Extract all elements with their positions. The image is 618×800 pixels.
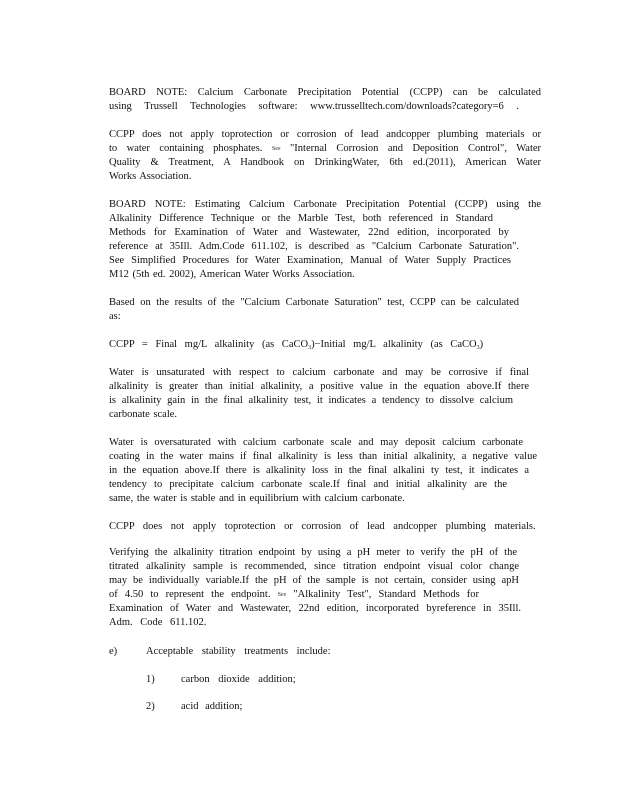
see-marker: See: [271, 146, 281, 152]
paragraph-oversaturated: [109, 436, 541, 506]
equation-mid: )−Initial mg/L alkalinity (as CaCO: [311, 339, 477, 350]
text-line: same, the water is stable and in equilibrium with calcium carbonate.: [109, 493, 405, 504]
paragraph-unsaturated: [109, 366, 541, 422]
text-line: See Simplified Procedures for Water Examination, Manual of Water Supply Practices: [109, 255, 511, 266]
text-line: Examination of Water and Wastewater, 22nd edition, incorporated byreference in 35Ill.: [109, 603, 521, 614]
text-line: Works Association.: [109, 171, 192, 182]
text-line: BOARD NOTE: Calcium Carbonate Precipitation Potential (CCPP) can be calculated: [109, 87, 541, 98]
text-line: Alkalinity Difference Technique or the Marble Test, both referenced in Standard: [109, 213, 493, 224]
paragraph-verifying-endpoint: [109, 546, 541, 630]
see-marker: See: [277, 592, 287, 598]
text-line: carbonate scale.: [109, 409, 178, 420]
section-marker: e): [109, 646, 118, 657]
text-line: in the equation above.If there is alkalinity loss in the final alkalini ty test, it indicates a: [109, 465, 529, 476]
text-line: [109, 142, 541, 156]
equation-end: ): [479, 339, 484, 350]
list-item: acid addition;: [181, 701, 243, 712]
text-fragment: "Internal Corrosion and Deposition Control", Water: [290, 143, 542, 154]
text-line: Methods for Examination of Water and Wastewater, 22nd edition, incorporated by: [109, 227, 509, 238]
text-line: alkalinity is greater than initial alkalinity, a positive value in the equation above.If there: [109, 381, 529, 392]
section-heading: Acceptable stability treatments include:: [146, 646, 331, 657]
board-note-ccpp-software: [109, 86, 541, 114]
list-item-marker: 2): [146, 701, 155, 712]
board-note-alkalinity-difference: [109, 198, 541, 282]
paragraph-ccpp-not-apply: [109, 520, 541, 534]
text-line: is alkalinity gain in the final alkalinity test, it indicates a tendency to dissolve calcium: [109, 395, 513, 406]
text-line: Based on the results of the "Calcium Carbonate Saturation" test, CCPP can be calculated: [109, 297, 519, 308]
text-fragment: to water containing phosphates.: [109, 143, 263, 154]
text-line: Verifying the alkalinity titration endpoint by using a pH meter to verify the pH of the: [109, 547, 517, 558]
text-line: may be individually variable.If the pH of the sample is not certain, consider using apH: [109, 575, 519, 586]
text-line: M12 (5th ed. 2002), American Water Works Association.: [109, 269, 355, 280]
text-fragment: of 4.50 to represent the endpoint.: [109, 589, 271, 600]
text-line: titrated alkalinity sample is recommended, since titration endpoint visual color change: [109, 561, 519, 572]
ccpp-equation: [109, 338, 541, 355]
text-line: Water is unsaturated with respect to calcium carbonate and may be corrosive if final: [109, 367, 529, 378]
paragraph-based-on-results: [109, 296, 541, 324]
text-line: as:: [109, 311, 121, 322]
equation-lhs: CCPP = Final mg/L alkalinity (as CaCO: [109, 339, 309, 350]
list-item-marker: 1): [146, 674, 155, 685]
text-line: Water is oversaturated with calcium carbonate scale and may deposit calcium carbonate: [109, 437, 523, 448]
text-line: Quality & Treatment, A Handbook on DrinkingWater, 6th ed.(2011), American Water: [109, 157, 541, 168]
text-line: CCPP does not apply toprotection or corrosion of lead andcopper plumbing materials.: [109, 521, 536, 532]
text-line: tendency to precipitate calcium carbonate scale.If final and initial alkalinity are the: [109, 479, 507, 490]
text-fragment: "Alkalinity Test", Standard Methods for: [293, 589, 480, 600]
subscript: 3: [476, 345, 480, 351]
text-line: coating in the water mains if final alkalinity is less than initial alkalinity, a negative value: [109, 451, 537, 462]
text-line: Adm. Code 611.102.: [109, 617, 207, 628]
paragraph-ccpp-phosphates: [109, 128, 541, 184]
subscript: 3: [308, 345, 312, 351]
equation-line: [109, 338, 541, 355]
text-line: CCPP does not apply toprotection or corrosion of lead andcopper plumbing materials or: [109, 129, 541, 140]
text-line: BOARD NOTE: Estimating Calcium Carbonate Precipitation Potential (CCPP) using the: [109, 199, 541, 210]
text-line: [109, 588, 479, 602]
text-line: using Trussell Technologies software: www.trusselltech.com/downloads?category=6 .: [109, 101, 519, 112]
list-item: carbon dioxide addition;: [181, 674, 296, 685]
text-line: reference at 35Ill. Adm.Code 611.102, is described as "Calcium Carbonate Saturation".: [109, 241, 519, 252]
